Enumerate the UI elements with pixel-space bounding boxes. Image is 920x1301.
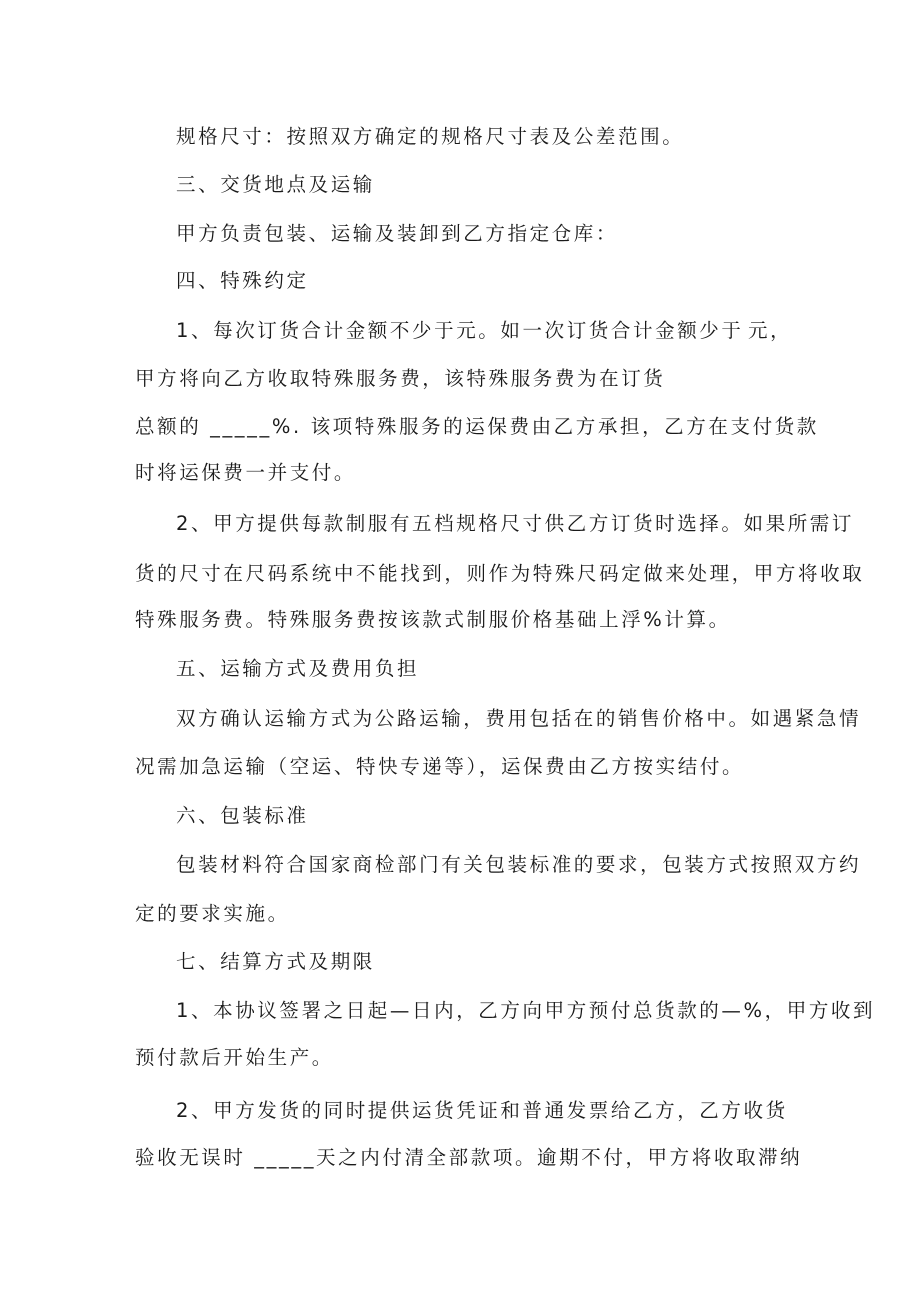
paragraph-settlement-1-line1: 1、本协议签署之日起—日内，乙方向甲方预付总货款的—%，甲方收到 bbox=[176, 999, 876, 1022]
paragraph-special-1-line3: 总额的 _____%. 该项特殊服务的运保费由乙方承担，乙方在支付货款 bbox=[135, 415, 819, 438]
paragraph-transport-line2: 况需加急运输（空运、特快专递等），运保费由乙方按实结付。 bbox=[135, 755, 745, 778]
paragraph-packaging-line1: 包装材料符合国家商检部门有关包装标准的要求，包装方式按照双方约 bbox=[176, 853, 862, 876]
paragraph-special-2-line2: 货的尺寸在尺码系统中不能找到，则作为特殊尺码定做来处理，甲方将收取 bbox=[135, 562, 865, 585]
paragraph-special-2-line3: 特殊服务费。特殊服务费按该款式制服价格基础上浮%计算。 bbox=[135, 608, 731, 631]
paragraph-special-2-line1: 2、甲方提供每款制服有五档规格尺寸供乙方订货时选择。如果所需订 bbox=[176, 512, 855, 535]
heading-section-5: 五、运输方式及费用负担 bbox=[176, 657, 420, 680]
heading-section-7: 七、结算方式及期限 bbox=[176, 950, 375, 973]
paragraph-settlement-2-line2: 验收无误时 _____天之内付清全部款项。逾期不付，甲方将收取滞纳 bbox=[135, 1146, 803, 1169]
heading-section-6: 六、包装标准 bbox=[176, 804, 309, 827]
heading-section-4: 四、特殊约定 bbox=[176, 269, 309, 292]
paragraph-special-1-yuan: 元， bbox=[748, 319, 793, 342]
paragraph-delivery: 甲方负责包装、运输及装卸到乙方指定仓库： bbox=[176, 222, 619, 245]
heading-section-3: 三、交货地点及运输 bbox=[176, 173, 375, 196]
paragraph-special-1-line4: 时将运保费一并支付。 bbox=[135, 461, 357, 484]
paragraph-packaging-line2: 定的要求实施。 bbox=[135, 902, 290, 925]
paragraph-special-1-line1: 1、每次订货合计金额不少于元。如一次订货合计金额少于 bbox=[176, 319, 744, 342]
paragraph-special-1-line2: 甲方将向乙方收取特殊服务费，该特殊服务费为在订货 bbox=[135, 367, 666, 390]
paragraph-settlement-1-line2: 预付款后开始生产。 bbox=[135, 1046, 334, 1069]
paragraph-transport-line1: 双方确认运输方式为公路运输，费用包括在的销售价格中。如遇紧急情 bbox=[176, 707, 862, 730]
paragraph-settlement-2-line1: 2、甲方发货的同时提供运货凭证和普通发票给乙方，乙方收货 bbox=[176, 1099, 788, 1122]
paragraph-spec-size: 规格尺寸：按照双方确定的规格尺寸表及公差范围。 bbox=[176, 125, 685, 148]
